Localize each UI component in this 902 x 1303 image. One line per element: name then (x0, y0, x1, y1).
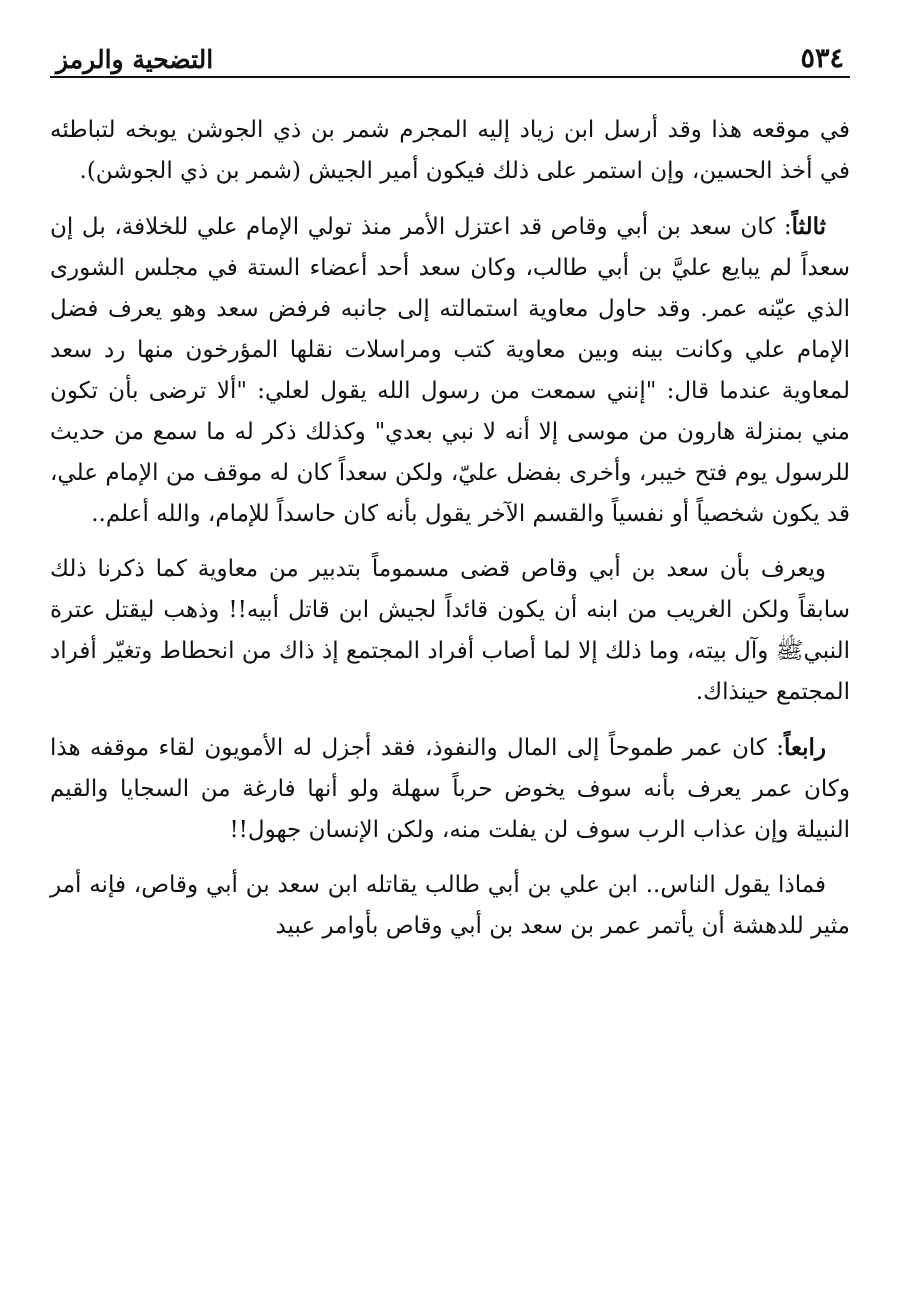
page-number: ٥٣٤ (800, 43, 844, 74)
paragraph-third-point (50, 206, 850, 535)
paragraph-text: : كان سعد بن أبي وقاص قد اعتزل الأمر منذ تولي الإمام علي للخلافة، بل إن سعداً لم يبايع عليَّ بن أبي طالب، وكان سعد أحد أعضاء الستة في مجلس الشورى الذي عيّنه عمر. وقد حاول معاوية استمالته إلى جانبه فرفض سعد وهو يعرف فضل الإمام علي وكانت بينه وبين معاوية كتب ومراسلات نقلها المؤرخون منها رد سعد لمعاوية عندما قال: "إنني سمعت من رسول الله يقول لعلي: "ألا ترضى بأن تكون مني بمنزلة هارون من موسى إلا أنه لا نبي بعدي" وكذلك ذكر له ما سمع من حديث للرسول يوم فتح خيبر، وأخرى بفضل عليّ، ولكن سعداً كان له موقف من الإمام علي، قد يكون شخصياً أو نفسياً والقسم الآخر يقول بأنه كان حاسداً للإمام، والله أعلم.. (50, 214, 850, 527)
running-header (50, 28, 850, 78)
book-page (50, 28, 850, 1288)
paragraph-continuation (50, 110, 850, 192)
paragraph-fourth-point (50, 727, 850, 851)
paragraph-text: ويعرف بأن سعد بن أبي وقاص قضى مسموماً بتدبير من معاوية كما ذكرنا ذلك سابقاً ولكن الغريب من ابنه أن يكون قائداً لجيش ابن قاتل أبيه!! وذهب ليقتل عترة النبيﷺ وآل بيته، وما ذلك إلا لما أصاب أفراد المجتمع إذ ذاك من انحطاط وتغيّر أفراد المجتمع حينذاك. (50, 556, 850, 705)
paragraph-text: فماذا يقول الناس.. ابن علي بن أبي طالب يقاتله ابن سعد بن أبي وقاص، فإنه أمر مثير للدهشة أن يأتمر عمر بن سعد بن أبي وقاص بأوامر عبيد (50, 872, 850, 939)
paragraph-saad-poisoned (50, 549, 850, 713)
body-text (50, 110, 850, 947)
running-title: التضحية والرمز (56, 45, 214, 74)
paragraph-lead-word: ثالثاً (791, 213, 826, 240)
paragraph-text: : كان عمر طموحاً إلى المال والنفوذ، فقد أجزل له الأمويون لقاء موقفه هذا وكان عمر يعرف بأنه سوف يخوض حرباً سهلة ولو أنها فارغة من السجايا والقيم النبيلة وإن عذاب الرب سوف لن يفلت منه، ولكن الإنسان جهول!! (50, 735, 850, 843)
paragraph-lead-word: رابعاً (783, 734, 826, 761)
paragraph-text: في موقعه هذا وقد أرسل ابن زياد إليه المجرم شمر بن ذي الجوشن يوبخه لتباطئه في أخذ الحسين، وإن استمر على ذلك فيكون أمير الجيش (شمر بن ذي الجوشن). (50, 117, 850, 184)
paragraph-what-people-say (50, 865, 850, 947)
